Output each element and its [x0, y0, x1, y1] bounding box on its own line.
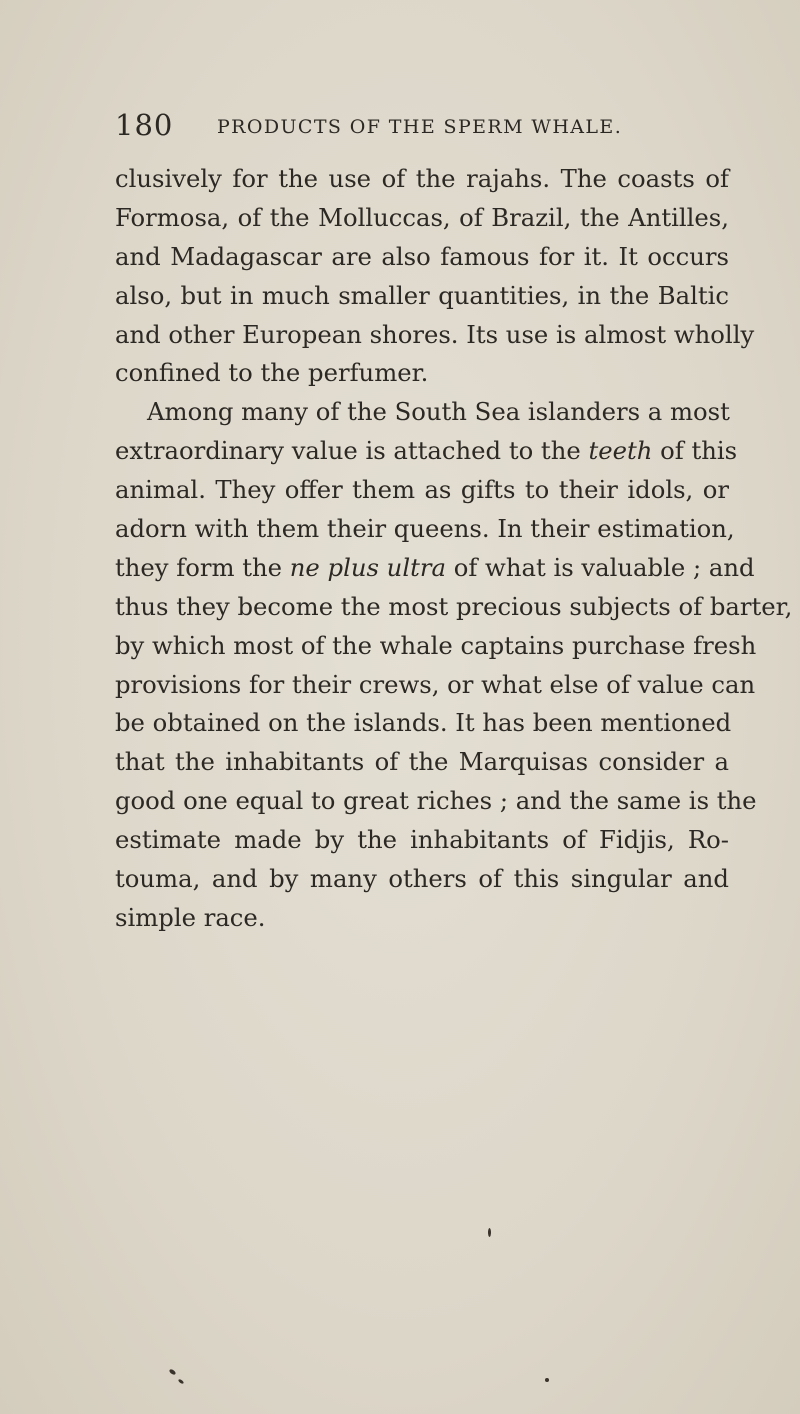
- text-line: that the inhabitants of the Marquisas consider a: [115, 747, 729, 777]
- text-line: by which most of the whale captains purchase fresh: [115, 630, 757, 660]
- running-title: PRODUCTS OF THE SPERM WHALE.: [217, 116, 623, 138]
- text-segment: of this: [660, 436, 738, 466]
- running-head: [115, 108, 695, 148]
- italic-term: teeth: [588, 436, 653, 466]
- text-line: animal. They offer them as gifts to their idols, or: [115, 475, 729, 505]
- paper-speck: [168, 1368, 176, 1375]
- text-line: also, but in much smaller quantities, in the Baltic: [115, 280, 729, 310]
- text-segment: of what is valuable ; and: [453, 552, 755, 582]
- text-line: Among many of the South Sea islanders a most: [147, 397, 730, 427]
- text-line: and Madagascar are also famous for it. It occurs: [115, 241, 729, 271]
- text-line-mixed: [115, 432, 738, 471]
- text-line: be obtained on the islands. It has been mentioned: [115, 708, 732, 738]
- body-text: [115, 160, 793, 938]
- text-line: estimate made by the inhabitants of Fidjis, Ro-: [115, 825, 729, 855]
- text-segment: extraordinary value is attached to the: [115, 436, 581, 466]
- text-line: touma, and by many others of this singular and: [115, 864, 729, 894]
- paper-speck: [545, 1378, 549, 1382]
- text-line: clusively for the use of the rajahs. The coasts of: [115, 164, 729, 193]
- page-number: 180: [115, 108, 174, 142]
- paper-speck: [178, 1379, 185, 1385]
- text-line: thus they become the most precious subjects of barter,: [115, 591, 793, 621]
- text-line: confined to the perfumer.: [115, 358, 429, 388]
- text-line: simple race.: [115, 902, 266, 932]
- text-line: good one equal to great riches ; and the same is the: [115, 786, 757, 816]
- italic-term: ne plus ultra: [289, 552, 446, 582]
- text-line: Formosa, of the Molluccas, of Brazil, the Antilles,: [115, 202, 729, 232]
- text-line: provisions for their crews, or what else of value can: [115, 669, 756, 699]
- paper-speck: [488, 1228, 491, 1237]
- text-line: and other European shores. Its use is almost wholly: [115, 319, 755, 349]
- text-line: adorn with them their queens. In their estimation,: [115, 514, 735, 544]
- text-line-mixed: [115, 549, 755, 588]
- text-segment: they form the: [115, 552, 283, 582]
